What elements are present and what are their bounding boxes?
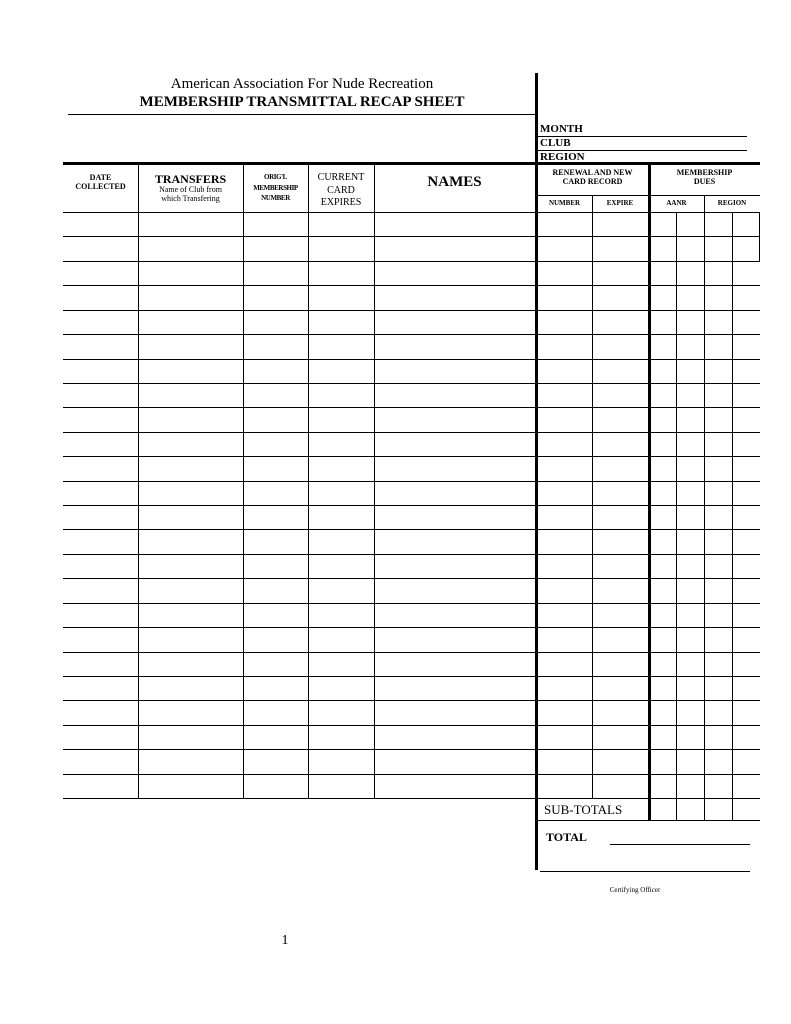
table-row bbox=[63, 774, 535, 775]
main-divider bbox=[535, 73, 538, 870]
table-row-right bbox=[537, 334, 760, 335]
table-row-right bbox=[537, 383, 760, 384]
table-row-right bbox=[537, 798, 760, 799]
table-row bbox=[63, 700, 535, 701]
transfers-header: TRANSFERS Name of Club from which Transfering bbox=[154, 172, 227, 203]
signature-line[interactable] bbox=[540, 871, 750, 872]
table-row bbox=[63, 749, 535, 750]
table-row-right bbox=[537, 652, 760, 653]
table-row bbox=[63, 676, 535, 677]
expire-header: EXPIRE bbox=[606, 199, 634, 207]
table-row-right bbox=[537, 359, 760, 360]
table-row bbox=[63, 481, 535, 482]
col-line-2 bbox=[243, 162, 244, 798]
total-field[interactable] bbox=[610, 844, 750, 845]
table-row bbox=[63, 407, 535, 408]
table-row-right bbox=[537, 774, 760, 775]
month-label: MONTH bbox=[540, 123, 583, 135]
region-label: REGION bbox=[540, 151, 585, 163]
table-row bbox=[63, 554, 535, 555]
col-line-1 bbox=[138, 162, 139, 798]
aanr-header: AANR bbox=[666, 199, 687, 207]
table-row bbox=[63, 603, 535, 604]
table-row bbox=[63, 529, 535, 530]
title-underline bbox=[68, 114, 536, 115]
table-row-right bbox=[537, 578, 760, 579]
table-row bbox=[63, 456, 535, 457]
table-row-right bbox=[537, 456, 760, 457]
number-header: NUMBER bbox=[548, 199, 581, 207]
table-row bbox=[63, 652, 535, 653]
table-row-right bbox=[537, 700, 760, 701]
subtotals-label: SUB-TOTALS bbox=[544, 802, 623, 817]
table-row bbox=[63, 627, 535, 628]
col-line-4 bbox=[374, 162, 375, 798]
table-row bbox=[63, 359, 535, 360]
col-line-10 bbox=[759, 212, 760, 262]
total-label: TOTAL bbox=[546, 830, 587, 844]
table-row bbox=[63, 310, 535, 311]
club-label: CLUB bbox=[540, 137, 571, 149]
table-row-right bbox=[537, 529, 760, 530]
current-card-header: CURRENT CARD EXPIRES bbox=[317, 172, 365, 208]
dues-group-header: MEMBERSHIP DUES bbox=[676, 168, 733, 186]
col-line-7 bbox=[676, 212, 677, 820]
table-row-right bbox=[537, 481, 760, 482]
table-row-right bbox=[537, 676, 760, 677]
table-row bbox=[63, 798, 535, 799]
col-line-3 bbox=[308, 162, 309, 798]
table-row-right bbox=[537, 505, 760, 506]
page-number: 1 bbox=[281, 933, 289, 948]
certifying-officer-label: Certifying Officer bbox=[609, 886, 661, 894]
table-row bbox=[63, 432, 535, 433]
table-row-right bbox=[537, 627, 760, 628]
org-name: American Association For Nude Recreation bbox=[170, 76, 434, 92]
table-row bbox=[63, 236, 535, 237]
table-row bbox=[63, 334, 535, 335]
table-row-right bbox=[537, 725, 760, 726]
table-top-border bbox=[63, 162, 760, 165]
table-row-right bbox=[537, 310, 760, 311]
table-row-right bbox=[537, 236, 760, 237]
table-row-right bbox=[537, 603, 760, 604]
table-row-right bbox=[537, 432, 760, 433]
col-line-9 bbox=[732, 212, 733, 820]
orig-membership-header: ORIG'L MEMBERSHIP NUMBER bbox=[253, 173, 298, 203]
col-line-8 bbox=[704, 195, 705, 820]
table-row-right bbox=[537, 261, 760, 262]
table-row-right bbox=[537, 285, 760, 286]
table-row bbox=[63, 578, 535, 579]
form-title: MEMBERSHIP TRANSMITTAL RECAP SHEET bbox=[139, 94, 465, 110]
table-row bbox=[63, 261, 535, 262]
table-row bbox=[63, 725, 535, 726]
table-row-right bbox=[537, 749, 760, 750]
region-header: REGION bbox=[717, 199, 747, 207]
table-row-right bbox=[537, 554, 760, 555]
table-row-right bbox=[537, 407, 760, 408]
table-row bbox=[63, 505, 535, 506]
subtotals-bottom bbox=[537, 820, 760, 821]
header-bottom-border bbox=[63, 212, 760, 213]
date-header: DATE COLLECTED bbox=[75, 173, 126, 191]
renewal-group-header: RENEWAL AND NEW CARD RECORD bbox=[552, 168, 633, 186]
table-row bbox=[63, 285, 535, 286]
names-header: NAMES bbox=[427, 174, 482, 190]
table-row bbox=[63, 383, 535, 384]
